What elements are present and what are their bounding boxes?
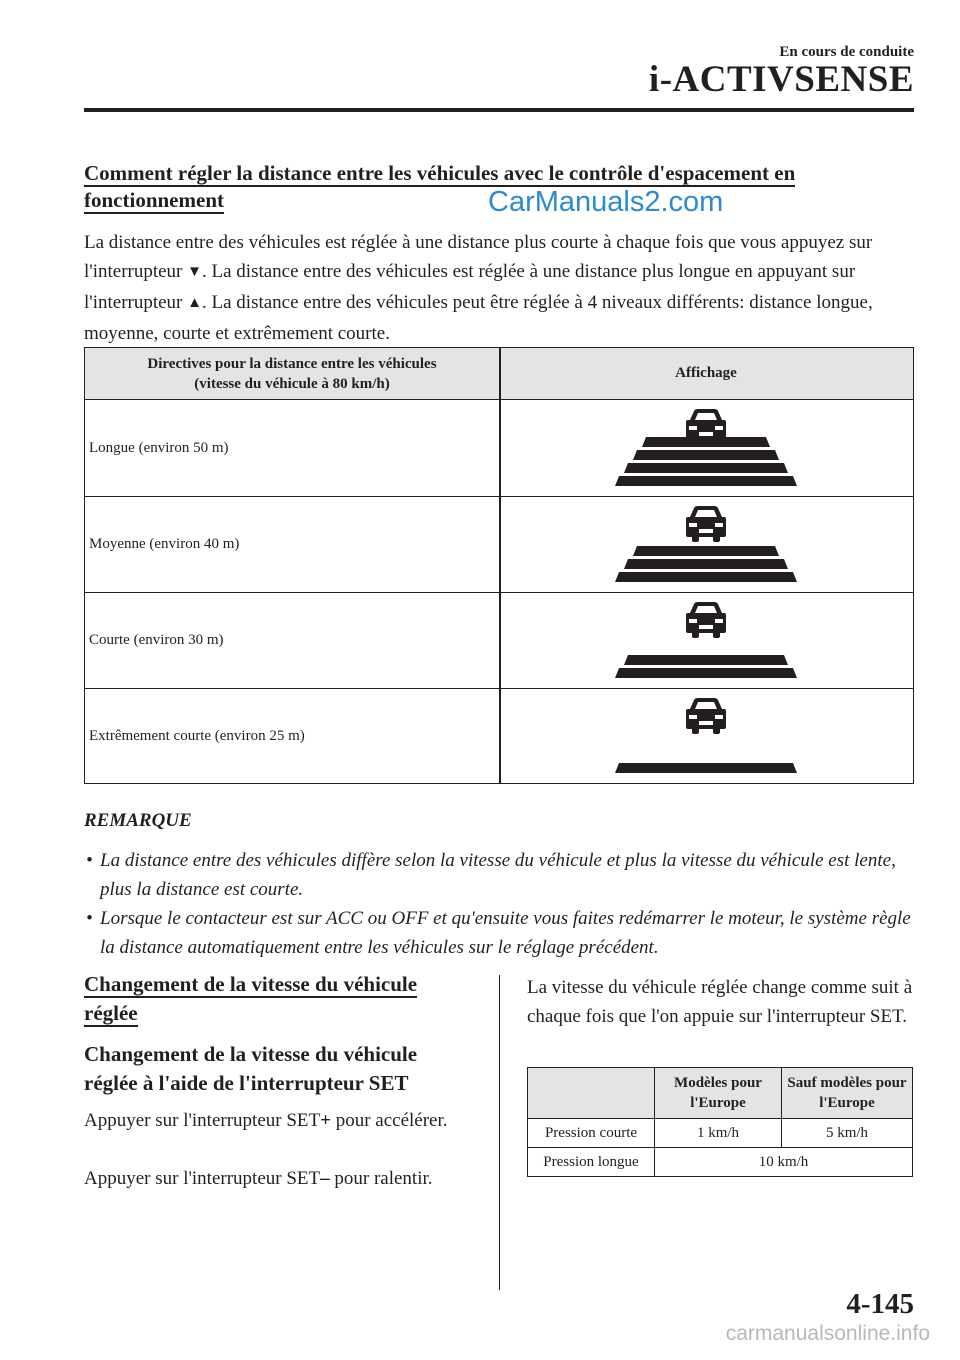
distance-row	[85, 399, 913, 496]
decel-text: Appuyer sur l'interrupteur SET	[84, 1168, 321, 1189]
decelerate-instruction	[84, 1164, 464, 1193]
distance-bar	[615, 763, 797, 773]
watermark: CarManuals2.com	[488, 186, 724, 218]
distance-label: Longue (environ 50 m)	[89, 439, 229, 456]
distance-bar	[624, 655, 788, 665]
car-front-icon	[686, 698, 726, 734]
minus-icon: –	[320, 1168, 330, 1189]
distance-display-graphic	[499, 593, 913, 689]
accelerate-instruction	[84, 1106, 464, 1135]
down-triangle-icon: ▼	[187, 264, 202, 280]
note-item	[86, 904, 914, 962]
long-press-label: Pression longue	[528, 1148, 655, 1177]
distance-label: Moyenne (environ 40 m)	[89, 536, 240, 552]
note-title: REMARQUE	[84, 810, 192, 831]
decel-text-end: pour ralentir.	[329, 1168, 433, 1189]
distance-bar	[633, 450, 779, 460]
distance-display-graphic	[499, 400, 913, 497]
distance-row	[85, 592, 913, 688]
header-rule	[84, 108, 914, 112]
distance-bar	[624, 463, 788, 473]
car-front-icon	[686, 506, 726, 542]
short-press-label: Pression courte	[528, 1119, 655, 1148]
speed-change-description: La vitesse du véhicule réglée change comme suit à chaque fois que l'on appuie sur l'interrupteur SET.	[527, 977, 913, 1027]
distance-display-graphic	[499, 689, 913, 784]
running-header-chapter: i-ACTIVSENSE	[648, 59, 914, 100]
distance-header-line1: Directives pour la distance entre les véhicules	[147, 355, 437, 372]
up-triangle-icon: ▲	[187, 295, 202, 311]
speed-table-header-europe: Modèles pour l'Europe	[655, 1068, 782, 1119]
subsection-subtitle: Changement de la vitesse du véhicule réglée à l'aide de l'interrupteur SET	[84, 1042, 418, 1095]
note-item	[86, 846, 914, 904]
distance-bar	[615, 476, 797, 486]
speed-table-header-empty	[528, 1068, 655, 1119]
section-title	[84, 160, 884, 214]
page-number: 4-145	[846, 1288, 914, 1320]
column-divider	[499, 975, 500, 1290]
distance-label: Extrêmement courte (environ 25 m)	[89, 727, 305, 744]
distance-bar	[615, 668, 797, 678]
intro-text-1: La distance entre des véhicules est réglée à une distance plus courte à chaque fois que vous appuyez sur l'interrupteur	[84, 232, 873, 282]
bullet: •	[86, 908, 93, 929]
note-text: La distance entre des véhicules diffère selon la vitesse du véhicule et plus la vitesse du véhicule est lente, plus la distance est courte.	[100, 850, 896, 900]
bullet: •	[86, 850, 93, 871]
car-front-icon	[686, 602, 726, 638]
speed-table	[527, 1067, 913, 1177]
distance-header-guidelines	[85, 348, 499, 399]
subsection-title	[84, 970, 444, 1028]
footer-watermark: carmanualsonline.info	[725, 1322, 930, 1345]
section-title-text: Comment régler la distance entre les véhicules avec le contrôle d'espacement en fonctionnement	[84, 161, 796, 212]
distance-header-display: Affichage	[675, 365, 737, 381]
long-press-all: 10 km/h	[655, 1148, 913, 1177]
distance-row	[85, 688, 913, 783]
accel-text-end: pour accélérer.	[330, 1110, 448, 1131]
distance-header-line2: (vitesse du véhicule à 80 km/h)	[194, 375, 390, 392]
distance-display-graphic	[499, 497, 913, 593]
intro-text-2: . La distance entre des véhicules est réglée à une distance plus longue en appuyant sur l'interrupteur	[84, 261, 856, 313]
plus-icon: +	[320, 1110, 331, 1131]
intro-paragraph	[84, 228, 914, 348]
distance-bar	[642, 437, 770, 447]
speed-table-header-other: Sauf modèles pour l'Europe	[782, 1068, 913, 1119]
subsection-title-text: Changement de la vitesse du véhicule réglée	[84, 972, 418, 1025]
distance-bar	[624, 559, 788, 569]
short-press-other: 5 km/h	[782, 1119, 913, 1148]
short-press-europe: 1 km/h	[655, 1119, 782, 1148]
distance-bar	[633, 546, 779, 556]
distance-bar	[615, 572, 797, 582]
distance-row	[85, 496, 913, 592]
note-text: Lorsque le contacteur est sur ACC ou OFF et qu'ensuite vous faites redémarrer le moteur, le système règle la distance automatiquement entre les véhicules sur le réglage précédent.	[100, 908, 911, 958]
distance-label: Courte (environ 30 m)	[89, 632, 224, 648]
accel-text: Appuyer sur l'interrupteur SET	[84, 1110, 321, 1131]
running-header-section: En cours de conduite	[779, 44, 914, 60]
distance-table	[84, 347, 914, 784]
intro-text-3: . La distance entre des véhicules peut être réglée à 4 niveaux différents: distance longue, moyenne, courte et extrêmement courte.	[84, 292, 873, 344]
